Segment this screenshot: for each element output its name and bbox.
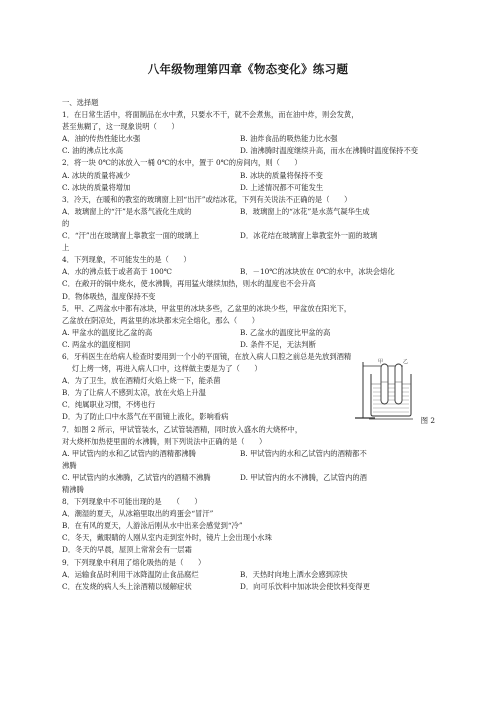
question-1-options-cd	[62, 145, 440, 157]
q2-option-b: B. 冰块的质量将保持不变	[240, 170, 323, 180]
question-7-stem-cont: 对大烧杯加热使里面的水沸腾，则下列说法中正确的是（ ）	[62, 436, 267, 446]
page-title: 八年级物理第四章《物态变化》练习题	[147, 62, 349, 76]
q5-option-d: D. 条件不足，无法判断	[240, 339, 316, 349]
q1-option-c: C. 油的沸点比水高	[62, 146, 124, 156]
question-2-options-ab	[62, 170, 440, 182]
question-1-stem: 1．在日常生活中，将面制品在水中煮，只要水不干，就不会煮焦，而在油中炸，则会发黄，	[62, 110, 359, 120]
q8-option-d: D．冬天的早晨，屋顶上常常会有一层霜	[62, 545, 192, 555]
q4-option-b: B．－10℃的冰块放在 0℃的水中，冰块会熔化	[240, 267, 395, 277]
question-7-stem: 7．如图 2 所示，甲试管装水，乙试管装酒精，同时放入盛水的大烧杯中，	[62, 424, 303, 434]
question-5-options-cd	[62, 339, 440, 351]
document-body	[62, 97, 440, 593]
q6-option-c: C．纯属职业习惯，不烤也行	[62, 400, 156, 410]
q6-option-a: A．为了卫生，放在酒精灯火焰上烧一下，能杀菌	[62, 376, 221, 386]
q3-option-b: B．玻璃窗上的“冰花”是水蒸气凝华生成	[240, 206, 370, 216]
question-5-stem: 5．甲、乙两盆水中都有冰块，甲盆里的冰块多些，乙盆里的冰块少些，甲盆放在阳光下，	[62, 303, 352, 313]
q8-option-a: A．潮湿的夏天，从冰箱里取出的鸡蛋会“冒汗”	[62, 509, 214, 519]
q9-option-a: A．运输食品时利用干冰降温防止食品腐烂	[62, 569, 199, 579]
q8-option-c: C．冬天，戴眼睛的人刚从室内走到室外时，镜片上会出现小水珠	[62, 533, 272, 543]
question-1-stem-cont: 甚至焦糊了，这一现象说明（ ）	[62, 122, 179, 132]
q9-option-b: B．天热时向地上洒水会感到凉快	[240, 569, 348, 579]
question-6-stem: 6．牙科医生在给病人检查时要用到一个小的平面镜，在放入病人口腔之前总是先放到酒精	[62, 351, 352, 361]
question-7-options-ab	[62, 448, 440, 460]
question-2-options-cd	[62, 182, 440, 194]
tube-label-yi: 乙	[403, 359, 409, 365]
q2-option-a: A. 冰块的质量将减少	[62, 170, 131, 180]
question-9-options-ab	[62, 569, 440, 581]
q3-option-c: C．“汗”出在玻璃窗上靠教室一面的玻璃上	[62, 231, 200, 241]
question-3-options-cd	[62, 230, 440, 242]
q9-option-d: D．向可乐饮料中加冰块会使饮料变得更	[240, 581, 370, 591]
q7-option-b: B. 甲试管内的水和乙试管内的酒精都不	[240, 448, 367, 458]
section-heading: 一、选择题	[62, 98, 99, 107]
q5-option-b: B. 乙盆水的温度比甲盆的高	[240, 327, 331, 337]
q6-option-b: B．为了让病人不感到太凉，放在火焰上升温	[62, 388, 207, 398]
question-8-stem: 8．下列现象中不可能出现的是 （ ）	[62, 497, 202, 507]
q6-option-d: D．为了防止口中水蒸气在平面镜上液化，影响看病	[62, 412, 229, 422]
q7-option-d: D. 甲试管内的水不沸腾，乙试管内的酒	[240, 472, 367, 482]
q8-option-b: B．在有风的夏天，人游泳后刚从水中出来会感觉到“冷”	[62, 521, 243, 531]
question-7-options-cd	[62, 472, 440, 484]
question-6-stem-cont: 灯上烤一烤，再进入病人口中，这样做主要是为了（ ）	[72, 364, 262, 374]
q5-option-a: A. 甲盆水的温度比乙盆的高	[62, 327, 153, 337]
q5-option-c: C. 两盆水的温度相同	[62, 339, 131, 349]
q2-option-d: D. 上述情况都不可能发生	[240, 182, 324, 192]
question-9-stem: 9．下列现象中利用了熔化吸热的是（ ）	[62, 557, 206, 567]
q3-option-b-cont: 的	[62, 218, 70, 228]
q2-option-c: C. 冰块的质量将增加	[62, 182, 131, 192]
q1-option-b: B. 油炸食品的吸热能力比水强	[240, 134, 338, 144]
figure-2-beaker-diagram	[345, 358, 437, 424]
q7-option-c: C. 甲试管内的水沸腾，乙试管内的酒精不沸腾	[62, 472, 211, 482]
question-4-options-ab	[62, 266, 440, 278]
q4-option-a: A．水的沸点低于或者高于 100℃	[62, 267, 172, 277]
figure-2-caption: 图 2	[420, 416, 435, 425]
question-9-options-cd	[62, 581, 440, 593]
question-3-stem: 3．冷天，在暖和的教室的玻璃窗上回“出汗”或结冰花，下列有关说法不正确的是（ ）	[62, 194, 352, 204]
question-2-stem: 2．将一块 0℃的冰放入一桶 0℃的水中，置于 0℃的房间内，则（ ）	[62, 158, 302, 168]
beaker-illustration	[345, 358, 437, 424]
q3-option-a: A．玻璃窗上的“汗”是水蒸气液化生成的	[62, 206, 192, 216]
question-1-options-ab	[62, 133, 440, 145]
q4-option-c: C．在敞开的锅中烧水，使水沸腾，再用猛火继续加热，则水的温度也不会升高	[62, 279, 316, 289]
q7-option-a: A. 甲试管内的水和乙试管内的酒精都沸腾	[62, 448, 196, 458]
q7-option-b-cont: 沸腾	[62, 460, 77, 470]
q9-option-c: C．在发烧的病人头上涂酒精以缓解症状	[62, 581, 192, 591]
q7-option-d-cont: 精沸腾	[62, 485, 84, 494]
question-4-stem: 4．下列现象，不可能发生的是（ ）	[62, 255, 191, 265]
q3-option-d-cont: 上	[62, 243, 70, 253]
q1-option-d: D. 油沸腾时温度继续升高，而水在沸腾时温度保持不变	[240, 146, 419, 156]
q1-option-a: A．油的传热性能比水强	[62, 134, 141, 144]
q3-option-d: D．冰花结在玻璃窗上靠教室外一面的玻璃	[240, 231, 378, 241]
q4-option-d: D．物体吸热，温度保持不变	[62, 291, 156, 301]
question-5-stem-cont: 乙盆放在阴凉处，两盆里的冰块都未完全熔化，那么（ ）	[62, 315, 260, 325]
question-5-options-ab	[62, 327, 440, 339]
tube-label-jia: 甲	[378, 359, 384, 365]
question-3-options-ab	[62, 206, 440, 218]
